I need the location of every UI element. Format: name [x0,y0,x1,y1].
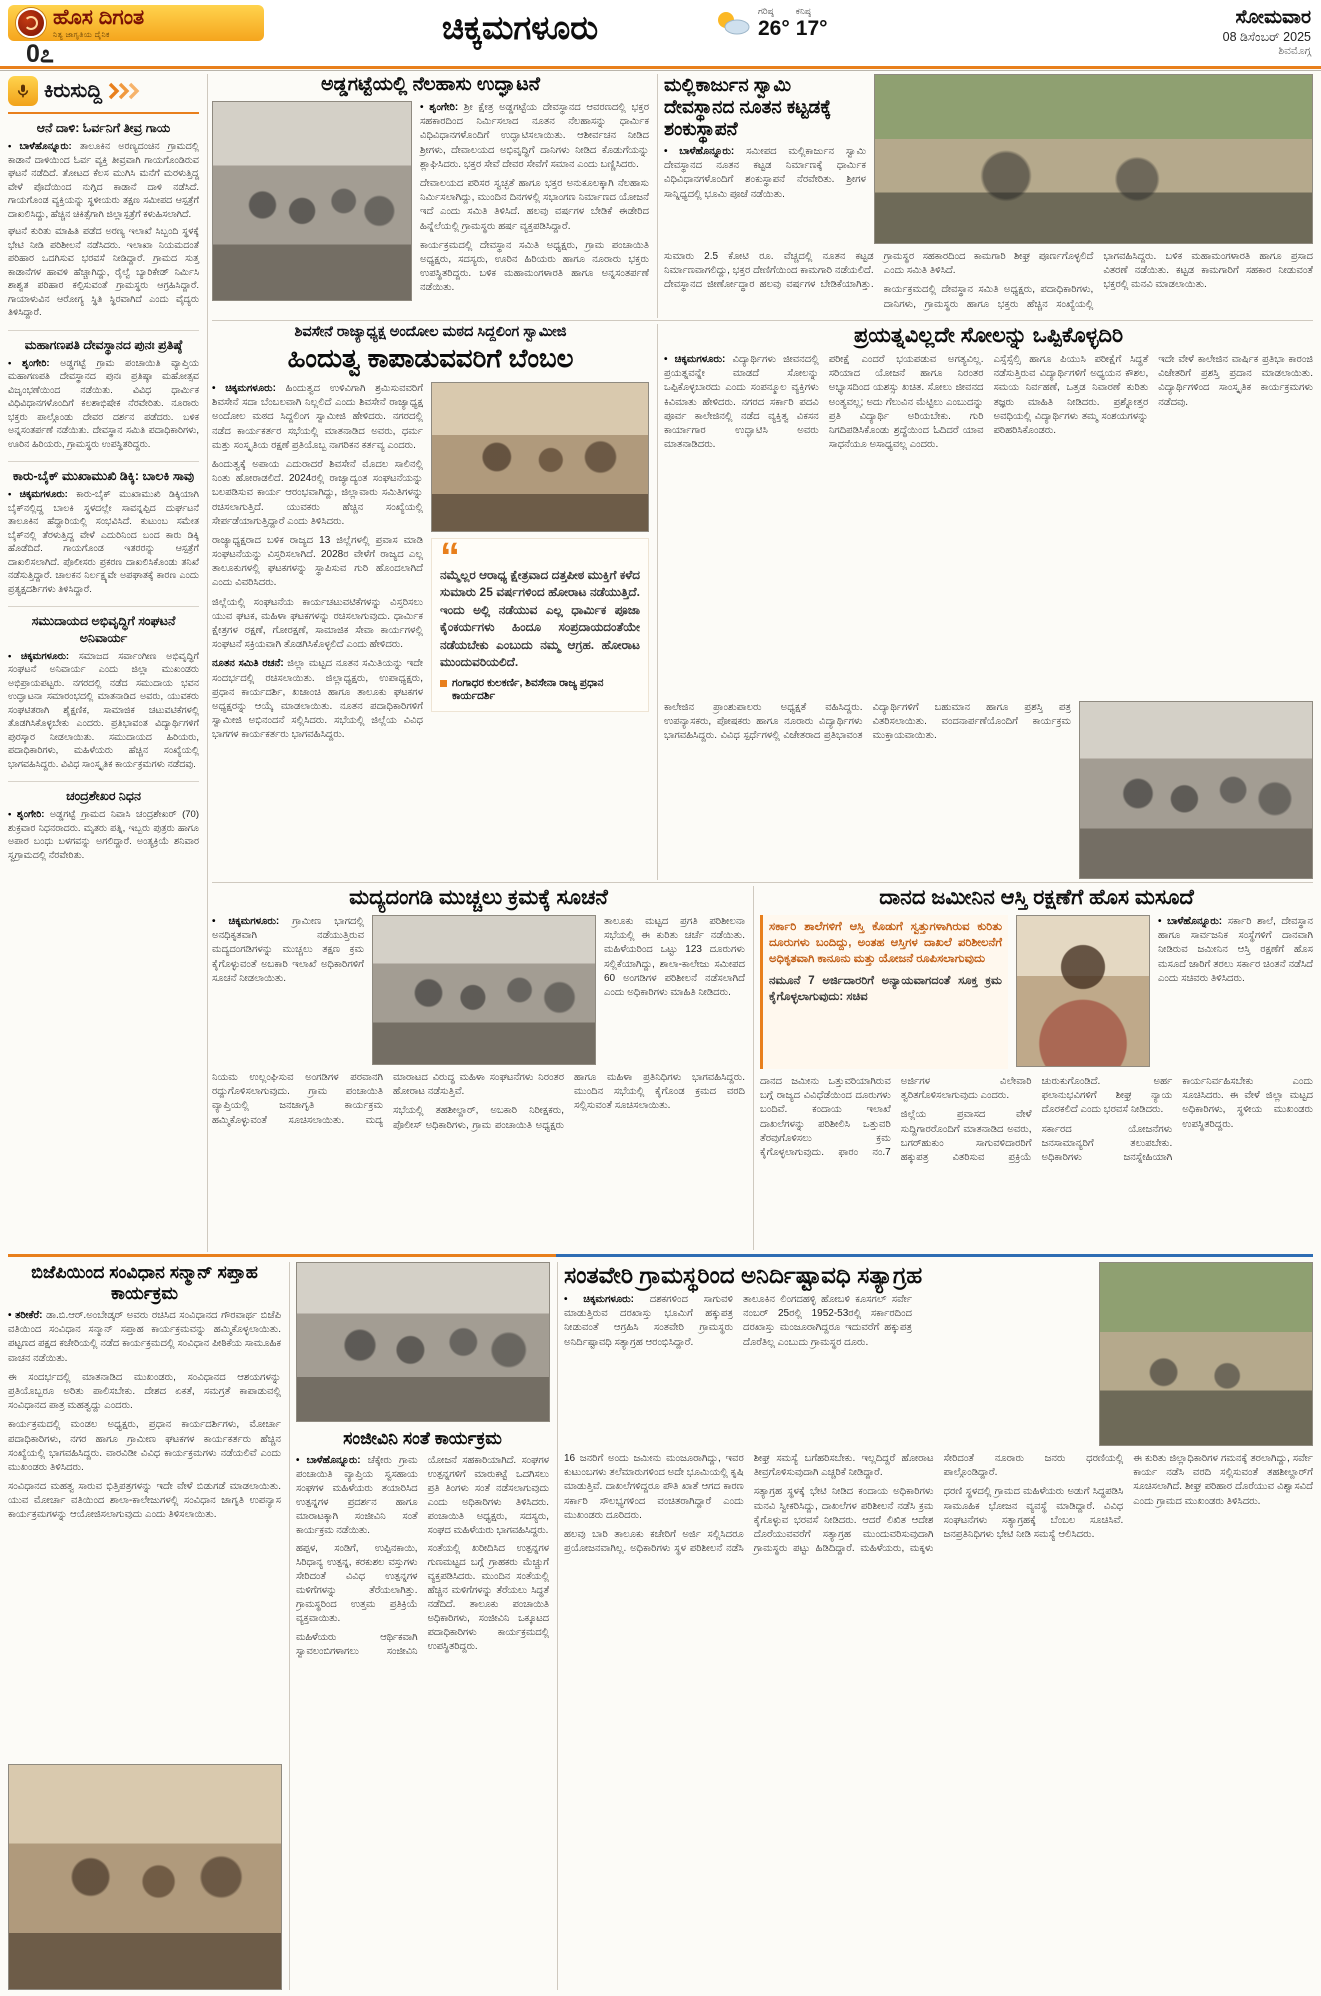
article-paragraph: ಹಲವು ಬಾರಿ ತಾಲೂಕು ಕಚೇರಿಗೆ ಅರ್ಜಿ ಸಲ್ಲಿಸಿದರೂ ಪ್ರಯೋಜನವಾಗಿಲ್ಲ. ಅಧಿಕಾರಿಗಳು ಸ್ಥಳ ಪರಿಶೀಲನೆ ನಡೆಸಿ ಶೀಘ್ರ ಸಮಸ್ಯೆ ಬಗೆಹರಿಸಬೇಕು. ಇಲ್ಲದಿದ್ದರೆ ಹೋರಾಟ ತೀವ್ರಗೊಳಿಸುವುದಾಗಿ ಎಚ್ಚರಿಕೆ ನೀಡಿದ್ದಾರೆ. [564,1453,934,1555]
inset-text-primary: ಸರ್ಕಾರಿ ಶಾಲೆಗಳಿಗೆ ಆಸ್ತಿ ಕೊಡುಗೆ ಸ್ವತ್ತುಗಳಾಗಿರುವ ಕುರಿತು ದೂರುಗಳು ಬಂದಿದ್ದು, ಅಂತಹ ಆಸ್ತಿಗಳ ದಾಖಲೆ ಪರಿಶೀಲನೆಗೆ ಅಧಿಕೃತವಾಗಿ ಕಾನೂನು ಮತ್ತು ಯೋಜನೆ ರೂಪಿಸಲಾಗುವುದು [769,921,1002,966]
article-paragraph: ಧರಣಿ ಸ್ಥಳದಲ್ಲಿ ಗ್ರಾಮದ ಮಹಿಳೆಯರು ಅಡುಗೆ ಸಿದ್ಧಪಡಿಸಿ ಸಾಮೂಹಿಕ ಭೋಜನ ವ್ಯವಸ್ಥೆ ಮಾಡಿದ್ದಾರೆ. ವಿವಿಧ ಸಂಘಟನೆಗಳು ಸತ್ಯಾಗ್ರಹಕ್ಕೆ ಬೆಂಬಲ ಸೂಚಿಸಿವೆ. ಜನಪ್ರತಿನಿಧಿಗಳು ಭೇಟಿ ನೀಡಿ ಸಮಸ್ಯೆ ಆಲಿಸಿದರು. [943,1486,1124,1540]
article-paragraph: ಕಾರ್ಯಕ್ರಮದಲ್ಲಿ ದೇವಸ್ಥಾನ ಸಮಿತಿ ಅಧ್ಯಕ್ಷರು, ಗ್ರಾಮ ಪಂಚಾಯಿತಿ ಅಧ್ಯಕ್ಷರು, ಸದಸ್ಯರು, ಊರಿನ ಹಿರಿಯರು ಹಾಗೂ ನೂರಾರು ಭಕ್ತರು ಉಪಸ್ಥಿತರಿದ್ದರು. ಬಳಿಕ ಮಹಾಮಂಗಳಾರತಿ ಹಾಗೂ ಅನ್ನಸಂತರ್ಪಣೆ ನಡೆಯಿತು. [420,239,649,294]
brief-item-elephant [8,114,199,331]
article-paragraph: ಪರೀಕ್ಷೆ ಎಂದರೆ ಭಯಪಡುವ ಅಗತ್ಯವಿಲ್ಲ. ಸರಿಯಾದ ಯೋಜನೆ ಹಾಗೂ ನಿರಂತರ ಅಭ್ಯಾಸದಿಂದ ಯಶಸ್ಸು ಖಚಿತ. ಸೋಲು ಜೀವನದ ಅಂತ್ಯವಲ್ಲ; ಅದು ಗೆಲುವಿನ ಮೆಟ್ಟಿಲು ಎಂಬುದನ್ನು ಪ್ರತಿ ವಿದ್ಯಾರ್ಥಿ ಅರಿಯಬೇಕು. ಗುರಿ ನಿಗದಿಪಡಿಸಿಕೊಂಡು ಶ್ರದ್ಧೆಯಿಂದ ಓದಿದರೆ ಯಾವ ಸಾಧನೆಯೂ ಅಸಾಧ್ಯವಲ್ಲ ಎಂದರು. [828,354,984,451]
article-paragraph: ಸಭೆಯಲ್ಲಿ ತಹಶೀಲ್ದಾರ್, ಅಬಕಾರಿ ನಿರೀಕ್ಷಕರು, ಪೊಲೀಸ್ ಅಧಿಕಾರಿಗಳು, ಗ್ರಾಮ ಪಂಚಾಯಿತಿ ಅಧ್ಯಕ್ಷರು ಹಾಗೂ ಮಹಿಳಾ ಪ್ರತಿನಿಧಿಗಳು ಭಾಗವಹಿಸಿದ್ದರು. ಮುಂದಿನ ಸಭೆಯಲ್ಲಿ ಕೈಗೊಂಡ ಕ್ರಮದ ವರದಿ ಸಲ್ಲಿಸುವಂತೆ ಸೂಚಿಸಲಾಯಿತು. [393,1072,745,1131]
brief-body: • ಶೃಂಗೇರಿ: ಅಡ್ಡಗಟ್ಟೆ ಗ್ರಾಮದ ನಿವಾಸಿ ಚಂದ್ರಶೇಖರ್ (70) ಶುಕ್ರವಾರ ನಿಧನರಾದರು. ಮೃತರು ಪತ್ನಿ, ಇಬ್ಬರು ಪುತ್ರರು ಹಾಗೂ ಅಪಾರ ಬಂಧು ಬಳಗವನ್ನು ಅಗಲಿದ್ದಾರೆ. ಅಂತ್ಯಕ್ರಿಯೆ ಶನಿವಾರ ಸ್ವಗ್ರಾಮದಲ್ಲಿ ನೆರವೇರಿತು. [8,809,200,861]
article-paragraph: • ಬಾಳೆಹೊನ್ನೂರು: ಸಮೀಪದ ಮಲ್ಲಿಕಾರ್ಜುನ ಸ್ವಾಮಿ ದೇವಸ್ಥಾನದ ನೂತನ ಕಟ್ಟಡ ನಿರ್ಮಾಣಕ್ಕೆ ಧಾರ್ಮಿಕ ವಿಧಿವಿಧಾನಗಳೊಂದಿಗೆ ಶಂಕುಸ್ಥಾಪನೆ ನೆರವೇರಿತು. ಶ್ರೀಗಳ ಸಾನ್ನಿಧ್ಯದಲ್ಲಿ ಭೂಮಿ ಪೂಜೆ ನಡೆಯಿತು. [664,146,867,200]
brief-headline: ಚಂದ್ರಶೇಖರ ನಿಧನ [66,789,141,804]
photo-shivasena-meeting [431,382,649,532]
article-paragraph: • ಬಾಳೆಹೊನ್ನೂರು: ಚೆಕ್ಕೇರು ಗ್ರಾಮ ಪಂಚಾಯಿತಿ ವ್ಯಾಪ್ತಿಯ ಸ್ವಸಹಾಯ ಸಂಘಗಳ ಮಹಿಳೆಯರು ತಯಾರಿಸಿದ ಉತ್ಪನ್ನಗಳ ಪ್ರದರ್ಶನ ಹಾಗೂ ಮಾರಾಟಕ್ಕಾಗಿ ಸಂಜೀವಿನಿ ಸಂತೆ ಕಾರ್ಯಕ್ರಮ ನಡೆಯಿತು. [296,1455,418,1536]
photo-satyagraha-protest [1099,1262,1313,1446]
article-kicker: ಶಿವಸೇನೆ ರಾಜ್ಯಾಧ್ಯಕ್ಷ ಅಂದೋಲ ಮಠದ ಸಿದ್ದಲಿಂಗ ಸ್ವಾಮೀಜಿ [294,324,567,340]
photo-floor-inauguration [212,101,412,301]
photo-review-meeting [372,915,596,1065]
page-title: ಚಿಕ್ಕಮಗಳೂರು [441,9,599,46]
article-headline: ದಾನದ ಜಮೀನಿನ ಆಸ್ತಿ ರಕ್ಷಣೆಗೆ ಹೊಸ ಮಸೂದೆ [879,886,1194,909]
weather-widget [712,7,828,39]
article-paragraph: ರಾಜ್ಯಾಧ್ಯಕ್ಷರಾದ ಬಳಿಕ ರಾಜ್ಯದ 13 ಜಿಲ್ಲೆಗಳಲ್ಲಿ ಪ್ರವಾಸ ಮಾಡಿ ಸಂಘಟನೆಯನ್ನು ವಿಸ್ತರಿಸಲಾಗಿದೆ. 2028ರ ವೇಳೆಗೆ ರಾಜ್ಯದ ಎಲ್ಲ ತಾಲೂಕುಗಳಲ್ಲಿ ಘಟಕಗಳನ್ನು ಸ್ಥಾಪಿಸುವ ಗುರಿ ಹೊಂದಲಾಗಿದೆ ಎಂದು ವಿವರಿಸಿದರು. [212,534,423,589]
brief-item-obituary [8,782,199,872]
article-paragraph: ತಾಲೂಕು ಮಟ್ಟದ ಪ್ರಗತಿ ಪರಿಶೀಲನಾ ಸಭೆಯಲ್ಲಿ ಈ ಕುರಿತು ಚರ್ಚೆ ನಡೆಯಿತು. ಮಹಿಳೆಯರಿಂದ ಒಟ್ಟು 123 ದೂರುಗಳು ಸಲ್ಲಿಕೆಯಾಗಿದ್ದು, ಶಾಲಾ-ಕಾಲೇಜು ಸಮೀಪದ 60 ಅಂಗಡಿಗಳ ಪರಿಶೀಲನೆ ನಡೆಸಲಾಗಿದೆ ಎಂದು ಅಧಿಕಾರಿಗಳು ಮಾಹಿತಿ ನೀಡಿದರು. [604,916,745,998]
article-paragraph: ದೇವಾಲಯದ ಪರಿಸರ ಸ್ವಚ್ಛತೆ ಹಾಗೂ ಭಕ್ತರ ಅನುಕೂಲಕ್ಕಾಗಿ ನೆಲಹಾಸು ನಿರ್ಮಿಸಲಾಗಿದ್ದು, ಮುಂದಿನ ದಿನಗಳಲ್ಲಿ ಸಭಾಂಗಣ ನಿರ್ಮಾಣದ ಯೋಜನೆ ಇದೆ ಎಂದು ಸಮಿತಿ ತಿಳಿಸಿದೆ. ಹಲವು ವರ್ಷಗಳ ಬೇಡಿಕೆ ಈಡೇರಿದ ಹಿನ್ನೆಲೆಯಲ್ಲಿ ಗ್ರಾಮಸ್ಥರು ಹರ್ಷ ವ್ಯಕ್ತಪಡಿಸಿದ್ದಾರೆ. [420,177,649,232]
article-paragraph: ನಿಯಮ ಉಲ್ಲಂಘಿಸುವ ಅಂಗಡಿಗಳ ಪರವಾನಗಿ ರದ್ದುಗೊಳಿಸಲಾಗುವುದು. ಗ್ರಾಮ ಪಂಚಾಯಿತಿ ವ್ಯಾಪ್ತಿಯಲ್ಲಿ ಜನಜಾಗೃತಿ ಕಾರ್ಯಕ್ರಮ ಹಮ್ಮಿಕೊಳ್ಳುವಂತೆ ಸೂಚಿಸಲಾಯಿತು. ಮದ್ಯ ಮಾರಾಟದ ವಿರುದ್ಧ ಮಹಿಳಾ ಸಂಘಟನೆಗಳು ನಿರಂತರ ಹೋರಾಟ ನಡೆಸುತ್ತಿವೆ. [212,1072,564,1126]
photo-bjp-gathering [8,1764,282,1990]
article-floor-inauguration [212,74,658,318]
date: 08 ಡಿಸೆಂಬರ್ 2025 [1222,29,1311,44]
brief-body: • ಬಾಳೆಹೊನ್ನೂರು: ತಾಲೂಕಿನ ಅರಣ್ಯದಂಚಿನ ಗ್ರಾಮದಲ್ಲಿ ಕಾಡಾನೆ ದಾಳಿಯಿಂದ ಓರ್ವ ವ್ಯಕ್ತಿ ತೀವ್ರವಾಗಿ ಗಾಯಗೊಂಡಿರುವ ಘಟನೆ ನಡೆದಿದೆ. ತೋಟದ ಕೆಲಸ ಮುಗಿಸಿ ಮನೆಗೆ ಮರಳುತ್ತಿದ್ದ ವೇಳೆ ಪೊದೆಯಿಂದ ನುಗ್ಗಿದ ಕಾಡಾನೆ ದಾಳಿ ನಡೆಸಿದೆ. ಗಾಯಗೊಂಡ ವ್ಯಕ್ತಿಯನ್ನು ಸ್ಥಳೀಯರು ತಕ್ಷಣ ಸಮೀಪದ ಆಸ್ಪತ್ರೆಗೆ ದಾಖಲಿಸಿದ್ದು, ಹೆಚ್ಚಿನ ಚಿಕಿತ್ಸೆಗಾಗಿ ಜಿಲ್ಲಾಸ್ಪತ್ರೆಗೆ ಕಳುಹಿಸಲಾಗಿದೆ. [8,141,199,220]
article-paragraph: ತಾಲೂಕಿನ ಲಿಂಗದಹಳ್ಳಿ ಹೋಬಳಿ ಕೂಸಗಲ್ ಸರ್ವೇ ನಂಬರ್ 25ರಲ್ಲಿ 1952-53ರಲ್ಲಿ ಸರ್ಕಾರದಿಂದ ದರಖಾಸ್ತು ಮಂಜೂರಾಗಿದ್ದರೂ ಇದುವರೆಗೆ ಹಕ್ಕುಪತ್ರ ದೊರೆತಿಲ್ಲ ಎಂಬುದು ಗ್ರಾಮಸ್ಥರ ದೂರು. [743,1294,912,1348]
brief-body: ಘಟನೆ ಕುರಿತು ಮಾಹಿತಿ ಪಡೆದ ಅರಣ್ಯ ಇಲಾಖೆ ಸಿಬ್ಬಂದಿ ಸ್ಥಳಕ್ಕೆ ಭೇಟಿ ನೀಡಿ ಪರಿಶೀಲನೆ ನಡೆಸಿದರು. ಇಲಾಖಾ ನಿಯಮದಂತೆ ಪರಿಹಾರ ಒದಗಿಸುವ ಭರವಸೆ ನೀಡಿದ್ದಾರೆ. ಗ್ರಾಮದ ಸುತ್ತ ಕಾಡಾನೆಗಳ ಹಾವಳಿ ಹೆಚ್ಚಾಗಿದ್ದು, ರೈಲ್ವೆ ಬ್ಯಾರಿಕೇಡ್ ನಿರ್ಮಿಸಿ ಶಾಶ್ವತ ಪರಿಹಾರ ಕಲ್ಪಿಸುವಂತೆ ಗ್ರಾಮಸ್ಥರು ಆಗ್ರಹಿಸಿದ್ದಾರೆ. ಗಾಯಾಳುವಿನ ಆರೋಗ್ಯ ಸ್ಥಿತಿ ಸ್ಥಿರವಾಗಿದೆ ಎಂದು ವೈದ್ಯರು ತಿಳಿಸಿದ್ದಾರೆ. [8,226,199,319]
section-divider [212,320,1313,321]
brief-headline: ಸಮುದಾಯದ ಅಭಿವೃದ್ಧಿಗೆ ಸಂಘಟನೆ ಅನಿವಾರ್ಯ [31,614,176,645]
article-paragraph: ಸಂವಿಧಾನದ ಮಹತ್ವ ಸಾರುವ ಭಿತ್ತಿಪತ್ರಗಳನ್ನು ಇದೇ ವೇಳೆ ಬಿಡುಗಡೆ ಮಾಡಲಾಯಿತು. ಯುವ ಮೋರ್ಚಾ ವತಿಯಿಂದ ಶಾಲಾ-ಕಾಲೇಜುಗಳಲ್ಲಿ ಸಂವಿಧಾನ ಜಾಗೃತಿ ಉಪನ್ಯಾಸ ಕಾರ್ಯಕ್ರಮಗಳನ್ನು ಆಯೋಜಿಸಲಾಗುವುದು ಎಂದು ತಿಳಿಸಲಾಯಿತು. [8,1481,281,1521]
article-paragraph: ಈ ಸಂದರ್ಭದಲ್ಲಿ ಮಾತನಾಡಿದ ಮುಖಂಡರು, ಸಂವಿಧಾನದ ಆಶಯಗಳನ್ನು ಪ್ರತಿಯೊಬ್ಬರೂ ಅರಿತು ಪಾಲಿಸಬೇಕು. ದೇಶದ ಏಕತೆ, ಸಮಗ್ರತೆ ಕಾಪಾಡುವಲ್ಲಿ ಸಂವಿಧಾನದ ಪಾತ್ರ ಮಹತ್ವದ್ದು ಎಂದರು. [8,1371,281,1412]
article-bjp-constitution-week [8,1262,290,1990]
bottom-section-divider [8,1254,1313,1257]
article-paragraph: ಹಿಂದುತ್ವಕ್ಕೆ ಅಪಾಯ ಎದುರಾದರೆ ಶಿವಸೇನೆ ಮೊದಲ ಸಾಲಿನಲ್ಲಿ ನಿಂತು ಹೋರಾಡಲಿದೆ. 2024ರಲ್ಲಿ ರಾಜ್ಯಾದ್ಯಂತ ಸಂಘಟನೆಯನ್ನು ಬಲಪಡಿಸುವ ಕಾರ್ಯ ಆರಂಭವಾಗಿದ್ದು, ಜಿಲ್ಲಾವಾರು ಸಮಿತಿಗಳನ್ನು ರಚಿಸಲಾಗುತ್ತಿದೆ. ಯುವಕರು ಹೆಚ್ಚಿನ ಸಂಖ್ಯೆಯಲ್ಲಿ ಸೇರ್ಪಡೆಯಾಗುತ್ತಿದ್ದಾರೆ ಎಂದು ತಿಳಿಸಿದರು. [212,458,423,527]
photo-award-ceremony [1079,701,1313,879]
brief-headline: ಕಾರು-ಬೈಕ್ ಮುಖಾಮುಖಿ ಡಿಕ್ಕಿ: ಬಾಲಕಿ ಸಾವು [12,469,195,484]
article-temple-foundation [664,74,1313,318]
brand-name: ಹೊಸ ದಿಗಂತ [53,5,145,29]
brief-item-temple [8,331,199,463]
article-paragraph: ಸಂತೆಯಲ್ಲಿ ಖರೀದಿಸಿದ ಉತ್ಪನ್ನಗಳ ಗುಣಮಟ್ಟದ ಬಗ್ಗೆ ಗ್ರಾಹಕರು ಮೆಚ್ಚುಗೆ ವ್ಯಕ್ತಪಡಿಸಿದರು. ಮುಂದಿನ ಸಂತೆಯಲ್ಲಿ ಹೆಚ್ಚಿನ ಮಳಿಗೆಗಳನ್ನು ತೆರೆಯಲು ಸಿದ್ಧತೆ ನಡೆದಿದೆ. ತಾಲೂಕು ಪಂಚಾಯಿತಿ ಅಧಿಕಾರಿಗಳು, ಸಂಜೀವಿನಿ ಒಕ್ಕೂಟದ ಪದಾಧಿಕಾರಿಗಳು ಕಾರ್ಯಕ್ರಮದಲ್ಲಿ ಉಪಸ್ಥಿತರಿದ್ದರು. [427,1543,549,1652]
section-divider [212,882,1313,883]
brand-tagline: ನಿತ್ಯ ಜಾಗೃತಿಯ ದೈನಿಕ [53,29,110,39]
article-paragraph: • ಚಿಕ್ಕಮಗಳೂರು: ಹಿಂದುತ್ವದ ಉಳಿವಿಗಾಗಿ ಶ್ರಮಿಸುವವರಿಗೆ ಶಿವಸೇನೆ ಸದಾ ಬೆಂಬಲವಾಗಿ ನಿಲ್ಲಲಿದೆ ಎಂದು ಶಿವಸೇನೆ ರಾಜ್ಯಾಧ್ಯಕ್ಷ ಅಂದೋಲ ಮಠದ ಸಿದ್ದಲಿಂಗ ಸ್ವಾಮೀಜಿ ಹೇಳಿದರು. ನಗರದಲ್ಲಿ ನಡೆದ ಕಾರ್ಯಕರ್ತರ ಸಭೆಯಲ್ಲಿ ಮಾತನಾಡಿದ ಅವರು, ಧರ್ಮ ಮತ್ತು ಸಂಸ್ಕೃತಿಯ ರಕ್ಷಣೆ ಪ್ರತಿಯೊಬ್ಬ ನಾಗರಿಕನ ಕರ್ತವ್ಯ ಎಂದರು. [212,383,424,451]
brief-body: • ಶೃಂಗೇರಿ: ಅಡ್ಡಗಟ್ಟೆ ಗ್ರಾಮ ಪಂಚಾಯಿತಿ ವ್ಯಾಪ್ತಿಯ ಮಹಾಗಣಪತಿ ದೇವಸ್ಥಾನದ ಪುನಃ ಪ್ರತಿಷ್ಠಾ ಮಹೋತ್ಸವ ವಿಜೃಂಭಣೆಯಿಂದ ನಡೆಯಿತು. ವಿವಿಧ ಧಾರ್ಮಿಕ ವಿಧಿವಿಧಾನಗಳೊಂದಿಗೆ ಕಲಶಾಭಿಷೇಕ ನೆರವೇರಿತು. ನೂರಾರು ಭಕ್ತರು ಪಾಲ್ಗೊಂಡು ದೇವರ ದರ್ಶನ ಪಡೆದರು. ಬಳಿಕ ಅನ್ನಸಂತರ್ಪಣೆ ನಡೆಯಿತು. ದೇವಸ್ಥಾನ ಸಮಿತಿ ಪದಾಧಿಕಾರಿಗಳು, ಊರಿನ ಹಿರಿಯರು, ಗ್ರಾಮಸ್ಥರು ಉಪಸ್ಥಿತರಿದ್ದರು. [8,357,199,450]
article-paragraph: ಎಸ್ಸೆಸ್ಸೆಲ್ಸಿ ಹಾಗೂ ಪಿಯುಸಿ ಪರೀಕ್ಷೆಗೆ ಸಿದ್ಧತೆ ನಡೆಸುತ್ತಿರುವ ವಿದ್ಯಾರ್ಥಿಗಳಿಗೆ ಅಧ್ಯಯನ ಕೌಶಲ, ಸಮಯ ನಿರ್ವಹಣೆ, ಒತ್ತಡ ನಿವಾರಣೆ ಕುರಿತು ತಜ್ಞರು ಮಾಹಿತಿ ನೀಡಿದರು. ಪ್ರಶ್ನೋತ್ತರ ಅವಧಿಯಲ್ಲಿ ವಿದ್ಯಾರ್ಥಿಗಳು ತಮ್ಮ ಸಂಶಯಗಳನ್ನು ಪರಿಹರಿಸಿಕೊಂಡರು. [993,354,1149,436]
article-dont-accept-defeat [664,324,1313,880]
inset-text-secondary: ನಮೂನೆ 7 ಅರ್ಜಿದಾರರಿಗೆ ಅನ್ಯಾಯವಾಗದಂತೆ ಸೂಕ್ತ ಕ್ರಮ ಕೈಗೊಳ್ಳಲಾಗುವುದು: ಸಚಿವ [769,975,1002,1004]
article-headline: ಅಡ್ಡಗಟ್ಟೆಯಲ್ಲಿ ನೆಲಹಾಸು ಉದ್ಘಾಟನೆ [320,74,541,95]
photo-santhe-banner-group [296,1262,550,1422]
page-number: 0೭ [26,40,54,68]
article-paragraph: ದಾನದ ಜಮೀನು ಒತ್ತುವರಿಯಾಗಿರುವ ಬಗ್ಗೆ ರಾಜ್ಯದ ವಿವಿಧೆಡೆಯಿಂದ ದೂರುಗಳು ಬಂದಿವೆ. ಕಂದಾಯ ಇಲಾಖೆ ದಾಖಲೆಗಳನ್ನು ಪರಿಶೀಲಿಸಿ ಒತ್ತುವರಿ ತೆರವುಗೊಳಿಸಲು ಕ್ರಮ ಕೈಗೊಳ್ಳಲಾಗುವುದು. ಫಾರಂ ನಂ.7 ಅರ್ಜಿಗಳ ವಿಲೇವಾರಿ ತ್ವರಿತಗೊಳಿಸಲಾಗುವುದು ಎಂದರು. [760,1076,1032,1158]
photo-temple-foundation [874,74,1313,244]
article-headline: ಮಲ್ಲಿಕಾರ್ಜುನ ಸ್ವಾಮಿ ದೇವಸ್ಥಾನದ ನೂತನ ಕಟ್ಟಡಕ್ಕೆ ಶಂಕುಸ್ಥಾಪನೆ [664,74,832,139]
pull-quote-attribution: ಗಂಗಾಧರ ಕುಲಕರ್ಣಿ, ಶಿವಸೇನಾ ರಾಜ್ಯ ಪ್ರಧಾನ ಕಾರ್ಯದರ್ಶಿ [440,677,640,703]
article-headline: ಸಂತವೇರಿ ಗ್ರಾಮಸ್ಥರಿಂದ ಅನಿರ್ದಿಷ್ಟಾವಧಿ ಸತ್ಯಾಗ್ರಹ [564,1262,923,1288]
article-hindutva-support [212,324,658,880]
article-paragraph: ಸುಮಾರು 2.5 ಕೋಟಿ ರೂ. ವೆಚ್ಚದಲ್ಲಿ ನೂತನ ಕಟ್ಟಡ ನಿರ್ಮಾಣವಾಗಲಿದ್ದು, ಭಕ್ತರ ದೇಣಿಗೆಯಿಂದ ಕಾಮಗಾರಿ ನಡೆಯಲಿದೆ. ದೇವಸ್ಥಾನದ ಜೀರ್ಣೋದ್ಧಾರ ಹಲವು ವರ್ಷಗಳ ಬೇಡಿಕೆಯಾಗಿತ್ತು. ಗ್ರಾಮಸ್ಥರ ಸಹಕಾರದಿಂದ ಕಾಮಗಾರಿ ಶೀಘ್ರ ಪೂರ್ಣಗೊಳ್ಳಲಿದೆ ಎಂದು ಸಮಿತಿ ತಿಳಿಸಿದೆ. [664,251,1094,291]
article-paragraph: • ಶೃಂಗೇರಿ: ಶ್ರೀ ಕ್ಷೇತ್ರ ಅಡ್ಡಗಟ್ಟೆಯ ದೇವಸ್ಥಾನದ ಆವರಣದಲ್ಲಿ ಭಕ್ತರ ಸಹಕಾರದಿಂದ ನಿರ್ಮಿಸಲಾದ ನೂತನ ನೆಲಹಾಸನ್ನು ಧಾರ್ಮಿಕ ವಿಧಿವಿಧಾನಗಳೊಂದಿಗೆ ಉದ್ಘಾಟಿಸಲಾಯಿತು. ಆಶೀರ್ವಚನ ನೀಡಿದ ಶ್ರೀಗಳು, ದೇವಾಲಯದ ಅಭಿವೃದ್ಧಿಗೆ ದಾನಿಗಳು ನೀಡಿದ ಕೊಡುಗೆಯನ್ನು ಶ್ಲಾಘಿಸಿದರು. ಭಕ್ತರ ಸೇವೆ ದೇವರ ಸೇವೆಗೆ ಸಮಾನ ಎಂದು ಬಣ್ಣಿಸಿದರು. [420,102,649,170]
brief-body: • ಚಿಕ್ಕಮಗಳೂರು: ಕಾರು-ಬೈಕ್ ಮುಖಾಮುಖಿ ಡಿಕ್ಕಿಯಾಗಿ ಬೈಕ್‌ನಲ್ಲಿದ್ದ ಬಾಲಕಿ ಸ್ಥಳದಲ್ಲೇ ಸಾವನ್ನಪ್ಪಿದ ದುರ್ಘಟನೆ ತಾಲೂಕಿನ ಹೆದ್ದಾರಿಯಲ್ಲಿ ಸಂಭವಿಸಿದೆ. ಕುಟುಂಬ ಸಮೇತ ಬೈಕ್‌ನಲ್ಲಿ ತೆರಳುತ್ತಿದ್ದ ವೇಳೆ ಎದುರಿನಿಂದ ಬಂದ ಕಾರು ಡಿಕ್ಕಿ ಹೊಡೆದಿದೆ. ಗಾಯಗೊಂಡ ಇತರರನ್ನು ಆಸ್ಪತ್ರೆಗೆ ದಾಖಲಿಸಲಾಗಿದೆ. ಪೊಲೀಸರು ಪ್ರಕರಣ ದಾಖಲಿಸಿಕೊಂಡು ತನಿಖೆ ನಡೆಸುತ್ತಿದ್ದಾರೆ. ಚಾಲಕನ ನಿರ್ಲಕ್ಷ್ಯವೇ ಅಪಘಾತಕ್ಕೆ ಕಾರಣ ಎಂದು ಪ್ರತ್ಯಕ್ಷದರ್ಶಿಗಳು ತಿಳಿಸಿದ್ದಾರೆ. [8,489,200,595]
highlight-inset [760,915,1008,1069]
day-name: ಸೋಮವಾರ [1235,7,1311,28]
brief-headline: ಮಹಾಗಣಪತಿ ದೇವಸ್ಥಾನದ ಪುನಃ ಪ್ರತಿಷ್ಠೆ [24,337,183,352]
brief-headline: ಆನೆ ದಾಳಿ: ಓರ್ವನಿಗೆ ತೀವ್ರ ಗಾಯ [36,121,171,135]
briefs-section-title: ಕಿರುಸುದ್ದಿ [44,79,103,102]
newspaper-logo [8,5,264,41]
article-paragraph: ಹಪ್ಪಳ, ಸಂಡಿಗೆ, ಉಪ್ಪಿನಕಾಯಿ, ಸಿರಿಧಾನ್ಯ ಉತ್ಪನ್ನ, ಕರಕುಶಲ ವಸ್ತುಗಳು ಸೇರಿದಂತೆ ವಿವಿಧ ಉತ್ಪನ್ನಗಳ ಮಳಿಗೆಗಳನ್ನು ತೆರೆಯಲಾಗಿತ್ತು. ಗ್ರಾಮಸ್ಥರಿಂದ ಉತ್ತಮ ಪ್ರತಿಕ್ರಿಯೆ ವ್ಯಕ್ತವಾಯಿತು. [296,1543,418,1624]
article-paragraph: 16 ಜನರಿಗೆ ಅಂದು ಜಮೀನು ಮಂಜೂರಾಗಿದ್ದು, ಇವರ ಕುಟುಂಬಗಳು ತಲೆಮಾರುಗಳಿಂದ ಅದೇ ಭೂಮಿಯಲ್ಲಿ ಕೃಷಿ ಮಾಡುತ್ತಿವೆ. ದಾಖಲೆಗಳಿದ್ದರೂ ಪೌತಿ ಖಾತೆ ಆಗದ ಕಾರಣ ಸರ್ಕಾರಿ ಸೌಲಭ್ಯಗಳಿಂದ ವಂಚಿತರಾಗಿದ್ದಾರೆ ಎಂದು ಮುಖಂಡರು ದೂರಿದರು. [564,1453,744,1521]
quote-mark-icon: “ [440,535,460,579]
date-block [1223,6,1311,59]
max-temp: ಗರಿಷ್ಠ 26° [758,6,790,40]
article-paragraph: ಜಿಲ್ಲೆಯ ಪ್ರವಾಸದ ವೇಳೆ ಸುದ್ದಿಗಾರರೊಂದಿಗೆ ಮಾತನಾಡಿದ ಅವರು, ಬಗರ್‌ಹುಕುಂ ಸಾಗುವಳಿದಾರರಿಗೆ ಹಕ್ಕುಪತ್ರ ವಿತರಿಸುವ ಪ್ರಕ್ರಿಯೆ ಚುರುಕುಗೊಂಡಿದೆ. ಅರ್ಹ ಫಲಾನುಭವಿಗಳಿಗೆ ಶೀಘ್ರ ನ್ಯಾಯ ದೊರಕಲಿದೆ ಎಂದು ಭರವಸೆ ನೀಡಿದರು. [900,1076,1173,1163]
article-headline: ಹಿಂದುತ್ವ ಕಾಪಾಡುವವರಿಗೆ ಬೆಂಬಲ [287,343,574,373]
article-santaveri-satyagraha [564,1262,1313,1990]
article-paragraph: • ಬಾಳೆಹೊನ್ನೂರು: ಸರ್ಕಾರಿ ಶಾಲೆ, ದೇವಸ್ಥಾನ ಹಾಗೂ ಸಾರ್ವಜನಿಕ ಸಂಸ್ಥೆಗಳಿಗೆ ದಾನವಾಗಿ ನೀಡಿರುವ ಜಮೀನಿನ ಆಸ್ತಿ ರಕ್ಷಣೆಗೆ ಹೊಸ ಮಸೂದೆ ಜಾರಿಗೆ ತರಲು ಸರ್ಕಾರ ಚಿಂತನೆ ನಡೆಸಿದೆ ಎಂದು ಸಚಿವರು ತಿಳಿಸಿದರು. [1158,916,1313,984]
pull-quote [431,535,649,712]
brief-item-community [8,607,199,782]
bullet-square-icon [440,680,447,687]
article-headline: ಸಂಜೀವಿನಿ ಸಂತೆ ಕಾರ್ಯಕ್ರಮ [343,1428,502,1448]
article-paragraph: ಮಹಿಳೆಯರು ಆರ್ಥಿಕವಾಗಿ ಸ್ವಾವಲಂಬಿಗಳಾಗಲು ಸಂಜೀವಿನಿ ಯೋಜನೆ ಸಹಕಾರಿಯಾಗಿದೆ. ಸಂಘಗಳ ಉತ್ಪನ್ನಗಳಿಗೆ ಮಾರುಕಟ್ಟೆ ಒದಗಿಸಲು ಪ್ರತಿ ತಿಂಗಳು ಸಂತೆ ನಡೆಸಲಾಗುವುದು ಎಂದು ಅಧಿಕಾರಿಗಳು ತಿಳಿಸಿದರು. ಪಂಚಾಯಿತಿ ಅಧ್ಯಕ್ಷರು, ಸದಸ್ಯರು, ಸಂಘದ ಮಹಿಳೆಯರು ಭಾಗವಹಿಸಿದ್ದರು. [296,1455,549,1657]
article-paragraph: • ಚಿಕ್ಕಮಗಳೂರು: ವಿದ್ಯಾರ್ಥಿಗಳು ಜೀವನದಲ್ಲಿ ಪ್ರಯತ್ನವನ್ನೇ ಮಾಡದೆ ಸೋಲನ್ನು ಒಪ್ಪಿಕೊಳ್ಳಬಾರದು ಎಂದು ಸಂಪನ್ಮೂಲ ವ್ಯಕ್ತಿಗಳು ಕಿವಿಮಾತು ಹೇಳಿದರು. ನಗರದ ಸರ್ಕಾರಿ ಪದವಿ ಪೂರ್ವ ಕಾಲೇಜಿನಲ್ಲಿ ನಡೆದ ವ್ಯಕ್ತಿತ್ವ ವಿಕಸನ ಕಾರ್ಯಾಗಾರ ಉದ್ಘಾಟಿಸಿ ಅವರು ಮಾತನಾಡಿದರು. [664,354,819,451]
mic-icon [8,76,38,106]
article-paragraph: ಸರ್ಕಾರದ ಯೋಜನೆಗಳು ಜನಸಾಮಾನ್ಯರಿಗೆ ತಲುಪಬೇಕು. ಅಧಿಕಾರಿಗಳು ಜನಸ್ನೇಹಿಯಾಗಿ ಕಾರ್ಯನಿರ್ವಹಿಸಬೇಕು ಎಂದು ಸೂಚಿಸಿದರು. ಈ ವೇಳೆ ಜಿಲ್ಲಾ ಮಟ್ಟದ ಅಧಿಕಾರಿಗಳು, ಸ್ಥಳೀಯ ಮುಖಂಡರು ಉಪಸ್ಥಿತರಿದ್ದರು. [1041,1076,1313,1163]
article-paragraph: ಕಾಲೇಜಿನ ಪ್ರಾಂಶುಪಾಲರು ಅಧ್ಯಕ್ಷತೆ ವಹಿಸಿದ್ದರು. ಉಪನ್ಯಾಸಕರು, ಪೋಷಕರು ಹಾಗೂ ನೂರಾರು ವಿದ್ಯಾರ್ಥಿಗಳು ಭಾಗವಹಿಸಿದ್ದರು. ವಿವಿಧ ಸ್ಪರ್ಧೆಗಳಲ್ಲಿ ವಿಜೇತರಾದ ಪ್ರತಿಭಾವಂತ ವಿದ್ಯಾರ್ಥಿಗಳಿಗೆ ಬಹುಮಾನ ಹಾಗೂ ಪ್ರಶಸ್ತಿ ಪತ್ರ ವಿತರಿಸಲಾಯಿತು. ವಂದನಾರ್ಪಣೆಯೊಂದಿಗೆ ಕಾರ್ಯಕ್ರಮ ಮುಕ್ತಾಯವಾಯಿತು. [664,702,1071,742]
article-sanjeevini-santhe [296,1262,558,1990]
article-paragraph: ಈ ಕುರಿತು ಜಿಲ್ಲಾಧಿಕಾರಿಗಳ ಗಮನಕ್ಕೆ ತರಲಾಗಿದ್ದು, ಸರ್ವೇ ಕಾರ್ಯ ನಡೆಸಿ ವರದಿ ಸಲ್ಲಿಸುವಂತೆ ತಹಶೀಲ್ದಾರ್‌ಗೆ ಸೂಚಿಸಲಾಗಿದೆ. ಶೀಘ್ರ ಪರಿಹಾರ ದೊರೆಯುವ ವಿಶ್ವಾಸವಿದೆ ಎಂದು ಗ್ರಾಮದ ಮುಖಂಡರು ತಿಳಿಸಿದರು. [1133,1453,1313,1507]
photo-minister-portrait [1016,915,1150,1067]
pull-quote-text: ನಮ್ಮೆಲ್ಲರ ಆರಾಧ್ಯ ಕ್ಷೇತ್ರವಾದ ದತ್ತಪೀಠ ಮುಕ್ತಿಗೆ ಕಳೆದ ಸುಮಾರು 25 ವರ್ಷಗಳಿಂದ ಹೋರಾಟ ನಡೆಯುತ್ತಿದೆ. ಇಂದು ಅಲ್ಲಿ ನಡೆಯುವ ಎಲ್ಲ ಧಾರ್ಮಿಕ ಪೂಜಾ ಕೈಂಕರ್ಯಗಳು ಹಿಂದೂ ಸಂಪ್ರದಾಯದಂತೆಯೇ ನಡೆಯಬೇಕು ಎಂಬುದು ನಮ್ಮ ಆಗ್ರಹ. ಹೋರಾಟ ಮುಂದುವರಿಯಲಿದೆ. [440,568,640,669]
briefs-section-header [8,74,199,114]
article-headline: ಮದ್ಯದಂಗಡಿ ಮುಚ್ಚಲು ಕ್ರಮಕ್ಕೆ ಸೂಚನೆ [349,886,608,909]
article-paragraph: • ಚಿಕ್ಕಮಗಳೂರು: ಗ್ರಾಮೀಣ ಭಾಗದಲ್ಲಿ ಅನಧಿಕೃತವಾಗಿ ನಡೆಯುತ್ತಿರುವ ಮದ್ಯದಂಗಡಿಗಳನ್ನು ಮುಚ್ಚಲು ತಕ್ಷಣ ಕ್ರಮ ಕೈಗೊಳ್ಳುವಂತೆ ಅಬಕಾರಿ ಇಲಾಖೆ ಅಧಿಕಾರಿಗಳಿಗೆ ಸೂಚನೆ ನೀಡಲಾಯಿತು. [212,916,364,984]
masthead [0,0,1321,69]
briefs-sidebar [8,74,208,1252]
min-temp: ಕನಿಷ್ಠ 17° [795,6,828,40]
article-paragraph: ಕಾರ್ಯಕ್ರಮದಲ್ಲಿ ದೇವಸ್ಥಾನ ಸಮಿತಿ ಅಧ್ಯಕ್ಷರು, ಪದಾಧಿಕಾರಿಗಳು, ದಾನಿಗಳು, ಗ್ರಾಮಸ್ಥರು ಹಾಗೂ ಭಕ್ತರು ಹೆಚ್ಚಿನ ಸಂಖ್ಯೆಯಲ್ಲಿ ಭಾಗವಹಿಸಿದ್ದರು. ಬಳಿಕ ಮಹಾಮಂಗಳಾರತಿ ಹಾಗೂ ಪ್ರಸಾದ ವಿತರಣೆ ನಡೆಯಿತು. ಕಟ್ಟಡ ಕಾಮಗಾರಿಗೆ ಸಹಕಾರ ನೀಡುವಂತೆ ಭಕ್ತರಲ್ಲಿ ಮನವಿ ಮಾಡಲಾಯಿತು. [883,251,1313,310]
article-liquor-shop-closure [212,886,754,1250]
article-land-protection-bill [760,886,1313,1250]
article-paragraph: ಸತ್ಯಾಗ್ರಹ ಸ್ಥಳಕ್ಕೆ ಭೇಟಿ ನೀಡಿದ ಕಂದಾಯ ಅಧಿಕಾರಿಗಳು ಮನವಿ ಸ್ವೀಕರಿಸಿದ್ದು, ದಾಖಲೆಗಳ ಪರಿಶೀಲನೆ ನಡೆಸಿ ಕ್ರಮ ಕೈಗೊಳ್ಳುವ ಭರವಸೆ ನೀಡಿದರು. ಆದರೆ ಲಿಖಿತ ಆದೇಶ ದೊರೆಯುವವರೆಗೆ ಸತ್ಯಾಗ್ರಹ ಮುಂದುವರಿಸುವುದಾಗಿ ಗ್ರಾಮಸ್ಥರು ಪಟ್ಟು ಹಿಡಿದಿದ್ದಾರೆ. ಮಹಿಳೆಯರು, ಮಕ್ಕಳು ಸೇರಿದಂತೆ ನೂರಾರು ಜನರು ಧರಣಿಯಲ್ಲಿ ಪಾಲ್ಗೊಂಡಿದ್ದಾರೆ. [753,1453,1124,1555]
article-paragraph: ನೂತನ ಸಮಿತಿ ರಚನೆ: ಜಿಲ್ಲಾ ಮಟ್ಟದ ನೂತನ ಸಮಿತಿಯನ್ನು ಇದೇ ಸಂದರ್ಭದಲ್ಲಿ ರಚಿಸಲಾಯಿತು. ಜಿಲ್ಲಾಧ್ಯಕ್ಷರು, ಉಪಾಧ್ಯಕ್ಷರು, ಪ್ರಧಾನ ಕಾರ್ಯದರ್ಶಿ, ಖಜಾಂಚಿ ಹಾಗೂ ತಾಲೂಕು ಘಟಕಗಳ ಅಧ್ಯಕ್ಷರನ್ನು ಆಯ್ಕೆ ಮಾಡಲಾಯಿತು. ನೂತನ ಪದಾಧಿಕಾರಿಗಳಿಗೆ ಸ್ವಾಮೀಜಿ ಅಭಿನಂದನೆ ಸಲ್ಲಿಸಿದರು. ಸಭೆಯಲ್ಲಿ ಜಿಲ್ಲೆಯ ವಿವಿಧ ಭಾಗಗಳ ಕಾರ್ಯಕರ್ತರು ಭಾಗವಹಿಸಿದ್ದರು. [212,658,423,741]
edition-name: ಶಿವಮೊಗ್ಗ [1278,45,1311,58]
sun-cloud-icon [712,8,752,38]
brief-item-accident [8,462,199,607]
article-paragraph: ಜಿಲ್ಲೆಯಲ್ಲಿ ಸಂಘಟನೆಯ ಕಾರ್ಯಚಟುವಟಿಕೆಗಳನ್ನು ವಿಸ್ತರಿಸಲು ಯುವ ಘಟಕ, ಮಹಿಳಾ ಘಟಕಗಳನ್ನು ರಚಿಸಲಾಗುವುದು. ಧಾರ್ಮಿಕ ಕ್ಷೇತ್ರಗಳ ರಕ್ಷಣೆ, ಗೋರಕ್ಷಣೆ, ಸಾಮಾಜಿಕ ಸೇವಾ ಕಾರ್ಯಗಳಲ್ಲಿ ಸಂಘಟನೆ ಸಕ್ರಿಯವಾಗಿ ತೊಡಗಿಸಿಕೊಳ್ಳಲಿದೆ ಎಂದು ಹೇಳಿದರು. [212,596,423,651]
article-paragraph: • ತರೀಕೆರೆ: ಡಾ.ಬಿ.ಆರ್.ಅಂಬೇಡ್ಕರ್ ಅವರು ರಚಿಸಿದ ಸಂವಿಧಾನದ ಗೌರವಾರ್ಥ ಬಿಜೆಪಿ ವತಿಯಿಂದ ಸಂವಿಧಾನ ಸನ್ಮಾನ್ ಸಪ್ತಾಹ ಕಾರ್ಯಕ್ರಮವನ್ನು ಹಮ್ಮಿಕೊಳ್ಳಲಾಯಿತು. ಪಟ್ಟಣದ ಪಕ್ಷದ ಕಚೇರಿಯಲ್ಲಿ ನಡೆದ ಕಾರ್ಯಕ್ರಮದಲ್ಲಿ ಸಂವಿಧಾನ ಪೀಠಿಕೆಯ ಸಾಮೂಹಿಕ ವಾಚನ ನಡೆಯಿತು. [8,1310,281,1364]
article-paragraph: ಇದೇ ವೇಳೆ ಕಾಲೇಜಿನ ವಾರ್ಷಿಕ ಪ್ರತಿಭಾ ಕಾರಂಜಿ ವಿಜೇತರಿಗೆ ಪ್ರಶಸ್ತಿ ಪ್ರದಾನ ಮಾಡಲಾಯಿತು. ವಿದ್ಯಾರ್ಥಿಗಳಿಂದ ಸಾಂಸ್ಕೃತಿಕ ಕಾರ್ಯಕ್ರಮಗಳು ನಡೆದವು. [1158,354,1313,408]
article-headline: ಬಿಜೆಪಿಯಿಂದ ಸಂವಿಧಾನ ಸನ್ಮಾನ್ ಸಪ್ತಾಹ ಕಾರ್ಯಕ್ರಮ [31,1262,258,1303]
article-headline: ಪ್ರಯತ್ನವಿಲ್ಲದೇ ಸೋಲನ್ನು ಒಪ್ಪಿಕೊಳ್ಳದಿರಿ [853,324,1124,347]
article-paragraph: • ಚಿಕ್ಕಮಗಳೂರು: ದಶಕಗಳಿಂದ ಸಾಗುವಳಿ ಮಾಡುತ್ತಿರುವ ದರಖಾಸ್ತು ಭೂಮಿಗೆ ಹಕ್ಕುಪತ್ರ ನೀಡುವಂತೆ ಆಗ್ರಹಿಸಿ ಸಂತವೇರಿ ಗ್ರಾಮಸ್ಥರು ಅನಿರ್ದಿಷ್ಟಾವಧಿ ಸತ್ಯಾಗ್ರಹ ಆರಂಭಿಸಿದ್ದಾರೆ. [564,1294,733,1348]
brief-body: • ಚಿಕ್ಕಮಗಳೂರು: ಸಮಾಜದ ಸರ್ವಾಂಗೀಣ ಅಭಿವೃದ್ಧಿಗೆ ಸಂಘಟನೆ ಅನಿವಾರ್ಯ ಎಂದು ಜಿಲ್ಲಾ ಮುಖಂಡರು ಅಭಿಪ್ರಾಯಪಟ್ಟರು. ನಗರದಲ್ಲಿ ನಡೆದ ಸಮುದಾಯ ಭವನ ಉದ್ಘಾಟನಾ ಸಮಾರಂಭದಲ್ಲಿ ಮಾತನಾಡಿದ ಅವರು, ಯುವಕರು ಸಂಘಟಿತರಾಗಿ ಶೈಕ್ಷಣಿಕ, ಸಾಮಾಜಿಕ ಚಟುವಟಿಕೆಗಳಲ್ಲಿ ತೊಡಗಿಸಿಕೊಳ್ಳಬೇಕು ಎಂದರು. ಪ್ರತಿಭಾವಂತ ವಿದ್ಯಾರ್ಥಿಗಳಿಗೆ ಪುರಸ್ಕಾರ ನೀಡಲಾಯಿತು. ಸಮುದಾಯದ ಹಿರಿಯರು, ಪದಾಧಿಕಾರಿಗಳು, ಮಹಿಳೆಯರು ಹೆಚ್ಚಿನ ಸಂಖ್ಯೆಯಲ್ಲಿ ಭಾಗವಹಿಸಿದ್ದರು. ವಿವಿಧ ಸಾಂಸ್ಕೃತಿಕ ಕಾರ್ಯಕ್ರಮಗಳು ನಡೆದವು. [8,650,200,770]
chevrons-icon [108,82,142,100]
logo-emblem [16,8,46,38]
article-paragraph: ಕಾರ್ಯಕ್ರಮದಲ್ಲಿ ಮಂಡಲ ಅಧ್ಯಕ್ಷರು, ಪ್ರಧಾನ ಕಾರ್ಯದರ್ಶಿಗಳು, ಮೋರ್ಚಾ ಪದಾಧಿಕಾರಿಗಳು, ನಗರ ಹಾಗೂ ಗ್ರಾಮೀಣ ಘಟಕಗಳ ಕಾರ್ಯಕರ್ತರು ಹೆಚ್ಚಿನ ಸಂಖ್ಯೆಯಲ್ಲಿ ಭಾಗವಹಿಸಿದ್ದರು. ವಾರವಿಡೀ ವಿವಿಧ ಕಾರ್ಯಕ್ರಮಗಳು ನಡೆಯಲಿವೆ ಎಂದು ಮುಖಂಡರು ತಿಳಿಸಿದರು. [8,1419,281,1473]
